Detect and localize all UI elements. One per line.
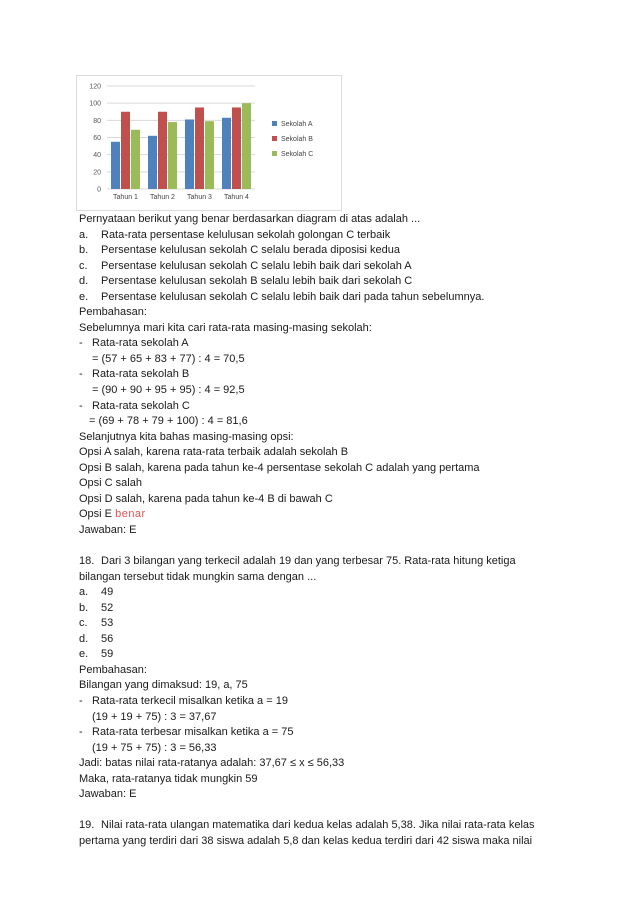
opsi-e-highlight: benar [115, 508, 146, 521]
q17-opsi-c: Opsi C salah [79, 477, 142, 490]
step-label: Rata-rata sekolah B [92, 368, 190, 381]
y-tick-label: 0 [97, 186, 101, 194]
q18-option-e [79, 647, 559, 663]
q18-line2: bilangan tersebut tidak mungkin sama dengan ... [79, 570, 317, 583]
q17-answer: Jawaban: E [79, 523, 137, 536]
option-letter: c. [79, 617, 88, 630]
q17-step-a-calc: = (57 + 65 + 83 + 77) : 4 = 70,5 [92, 352, 245, 365]
question-text: Nilai rata-rata ulangan matematika dari kedua kelas adalah 5,38. Jika nilai rata-rata kelas [101, 819, 535, 832]
q17-step-c-calc: = (69 + 78 + 79 + 100) : 4 = 81,6 [89, 415, 248, 428]
option-letter: a. [79, 228, 89, 241]
bar-chart [76, 75, 342, 211]
q18-option-b [79, 601, 559, 617]
bar [148, 136, 157, 189]
q19-line2: pertama yang terdiri dari 38 siswa adalah 5,8 dan kelas kedua terdiri dari 42 siswa maka nilai [79, 834, 533, 847]
option-letter: d. [79, 632, 89, 645]
bar [232, 107, 241, 189]
option-text: Persentase kelulusan sekolah C selalu lebih baik dari sekolah A [101, 259, 412, 272]
legend-label: Sekolah B [281, 136, 313, 143]
legend-swatch [272, 151, 277, 156]
x-tick-label: Tahun 3 [187, 194, 212, 201]
q18-step-min-calc: (19 + 19 + 75) : 3 = 37,67 [92, 710, 217, 723]
step-label: Rata-rata terkecil misalkan ketika a = 19 [92, 694, 288, 707]
q18-pembahasan-label: Pembahasan: [79, 663, 147, 676]
option-text: 53 [101, 617, 114, 630]
question-number: 18. [79, 555, 95, 568]
q17-option-a [79, 228, 559, 244]
q17-intro: Sebelumnya mari kita cari rata-rata masing-masing sekolah: [79, 321, 372, 334]
q17-option-e [79, 290, 559, 306]
legend-label: Sekolah A [281, 121, 313, 128]
option-letter: d. [79, 275, 89, 288]
y-tick-label: 20 [93, 169, 101, 177]
bar [121, 112, 130, 189]
q17-step-b-calc: = (90 + 90 + 95 + 95) : 4 = 92,5 [92, 384, 245, 397]
q17-opsi-d: Opsi D salah, karena pada tahun ke-4 B di bawah C [79, 492, 333, 505]
q17-step-c-label: - Rata-rata sekolah C [79, 399, 190, 412]
option-text: Persentase kelulusan sekolah C selalu berada diposisi kedua [101, 244, 401, 257]
option-letter: b. [79, 244, 89, 257]
option-text: Persentase kelulusan sekolah B selalu lebih baik dari sekolah C [101, 275, 413, 288]
step-label: Rata-rata sekolah C [92, 399, 190, 412]
bar [242, 103, 251, 189]
chart-svg [77, 76, 341, 210]
q17-option-b [79, 243, 559, 259]
x-tick-label: Tahun 2 [150, 194, 175, 201]
x-tick-label: Tahun 1 [113, 194, 138, 201]
question-number: 19. [79, 819, 95, 832]
legend-swatch [272, 121, 277, 126]
bar [111, 142, 120, 189]
question-text: Dari 3 bilangan yang terkecil adalah 19 dan yang terbesar 75. Rata-rata hitung ketiga [101, 555, 516, 568]
q18-step-min-label: - Rata-rata terkecil misalkan ketika a = 19 [79, 694, 288, 707]
q18-option-c [79, 616, 559, 632]
q19-line1 [79, 818, 559, 834]
q17-step-a-label: - Rata-rata sekolah A [79, 337, 189, 350]
q18-answer: Jawaban: E [79, 788, 137, 801]
bar [222, 118, 231, 189]
bar [131, 130, 140, 189]
q17-next: Selanjutnya kita bahas masing-masing opsi: [79, 430, 294, 443]
q18-maka: Maka, rata-ratanya tidak mungkin 59 [79, 772, 258, 785]
option-text: 56 [101, 632, 114, 645]
y-tick-label: 120 [89, 83, 101, 91]
bar [185, 119, 194, 189]
y-tick-label: 80 [93, 117, 101, 125]
q17-option-c [79, 259, 559, 275]
option-letter: b. [79, 601, 89, 614]
option-text: Rata-rata persentase kelulusan sekolah golongan C terbaik [101, 228, 391, 241]
bar [195, 107, 204, 189]
step-label: Rata-rata sekolah A [92, 337, 189, 350]
bar [158, 112, 167, 189]
document-body [79, 212, 559, 849]
option-letter: a. [79, 586, 89, 599]
q17-option-d [79, 274, 559, 290]
q18-step-max-calc: (19 + 75 + 75) : 3 = 56,33 [92, 741, 217, 754]
option-text: Persentase kelulusan sekolah C selalu lebih baik dari pada tahun sebelumnya. [101, 290, 485, 303]
q18-line1 [79, 554, 559, 570]
q17-opsi-a: Opsi A salah, karena rata-rata terbaik adalah sekolah B [79, 446, 349, 459]
y-tick-label: 40 [93, 152, 101, 160]
legend-label: Sekolah C [281, 151, 314, 158]
q18-intro: Bilangan yang dimaksud: 19, a, 75 [79, 679, 248, 692]
option-letter: e. [79, 290, 89, 303]
x-tick-label: Tahun 4 [224, 194, 249, 201]
q17-opsi-b: Opsi B salah, karena pada tahun ke-4 persentase sekolah C adalah yang pertama [79, 461, 480, 474]
opsi-e-prefix: Opsi E [79, 508, 113, 521]
q17-step-b-label: - Rata-rata sekolah B [79, 368, 190, 381]
option-letter: c. [79, 259, 88, 272]
q18-step-max-label: - Rata-rata terbesar misalkan ketika a = 75 [79, 726, 294, 739]
option-text: 49 [101, 586, 114, 599]
q18-option-a [79, 585, 559, 601]
q18-option-d [79, 632, 559, 648]
y-tick-label: 60 [93, 135, 101, 142]
spacer [79, 538, 559, 554]
option-text: 52 [101, 601, 114, 614]
spacer [79, 803, 559, 819]
q17-opsi-e [79, 507, 559, 523]
option-letter: e. [79, 648, 89, 661]
q17-statement: Pernyataan berikut yang benar berdasarkan diagram di atas adalah ... [79, 213, 421, 225]
q17-pembahasan-label: Pembahasan: [79, 306, 147, 319]
q18-jadi: Jadi: batas nilai rata-ratanya adalah: 37,67 ≤ x ≤ 56,33 [79, 757, 345, 770]
option-text: 59 [101, 648, 114, 661]
y-tick-label: 100 [89, 100, 101, 108]
bar [168, 122, 177, 189]
step-label: Rata-rata terbesar misalkan ketika a = 75 [92, 726, 294, 739]
bar [205, 121, 214, 189]
legend-swatch [272, 136, 277, 141]
